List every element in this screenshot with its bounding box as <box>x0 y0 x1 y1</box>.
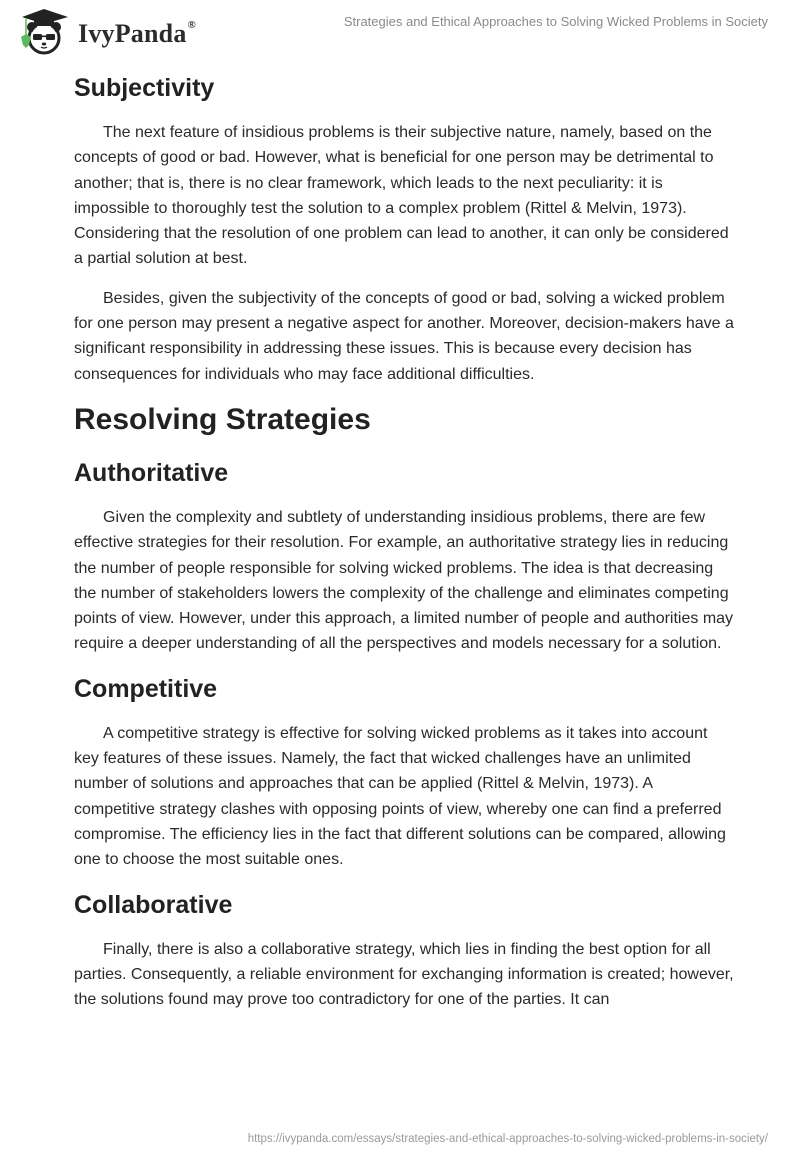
essay-content <box>74 66 734 1012</box>
paragraph: Finally, there is also a collaborative strategy, which lies in finding the best option for all parties. Consequently, a reliable environment for exchanging information is created; however, the solutions found may prove too contradictory for one of the parties. It can <box>74 940 734 1009</box>
document-title: Strategies and Ethical Approaches to Solving Wicked Problems in Society <box>343 14 768 29</box>
heading-resolving-strategies: Resolving Strategies <box>74 402 371 436</box>
page-header <box>0 0 800 60</box>
registered-mark: ® <box>187 19 196 32</box>
paragraph: The next feature of insidious problems is their subjective nature, namely, based on the concepts of good or bad. However, what is beneficial for one person may be detrimental to another; that is, there is no clear framework, which leads to the next peculiarity: it is impossible to thoroughly test the solution to a complex problem (Rittel & Melvin, 1973). Considering that the resolution of one problem can lead to another, it can only be considered a partial solution at best. <box>74 124 729 268</box>
heading-competitive: Competitive <box>74 674 218 703</box>
heading-authoritative: Authoritative <box>74 458 229 487</box>
ivypanda-logo[interactable] <box>18 7 196 57</box>
logo-wordmark: IvyPanda® <box>78 19 196 48</box>
heading-collaborative: Collaborative <box>74 890 233 919</box>
paragraph: Given the complexity and subtlety of understanding insidious problems, there are few effective strategies for their resolution. For example, an authoritative strategy lies in reducing the number of people responsible for solving wicked problems. The idea is that decreasing the number of stakeholders lowers the complexity of the challenge and eliminates competing points of view. However, under this approach, a limited number of people and authorities may require a deeper understanding of all the perspectives and models necessary for a solution. <box>74 508 734 653</box>
source-url[interactable]: https://ivypanda.com/essays/strategies-and-ethical-approaches-to-solving-wicked-problems-in-society/ <box>247 1133 768 1145</box>
heading-subjectivity: Subjectivity <box>74 74 215 102</box>
paragraph: Besides, given the subjectivity of the concepts of good or bad, solving a wicked problem for one person may present a negative aspect for another. Moreover, decision-makers have a significant responsibility in addressing these issues. This is because every decision has consequences for individuals who may face additional difficulties. <box>74 289 734 383</box>
panda-graduate-icon <box>18 7 74 57</box>
paragraph: A competitive strategy is effective for solving wicked problems as it takes into account key features of these issues. Namely, the fact that wicked challenges have an unlimited number of solutions and approaches that can be applied (Rittel & Melvin, 1973). A competitive strategy clashes with opposing points of view, whereby one can find a preferred compromise. The efficiency lies in the fact that different solutions can be compared, allowing one to choose the most suitable ones. <box>74 724 726 869</box>
